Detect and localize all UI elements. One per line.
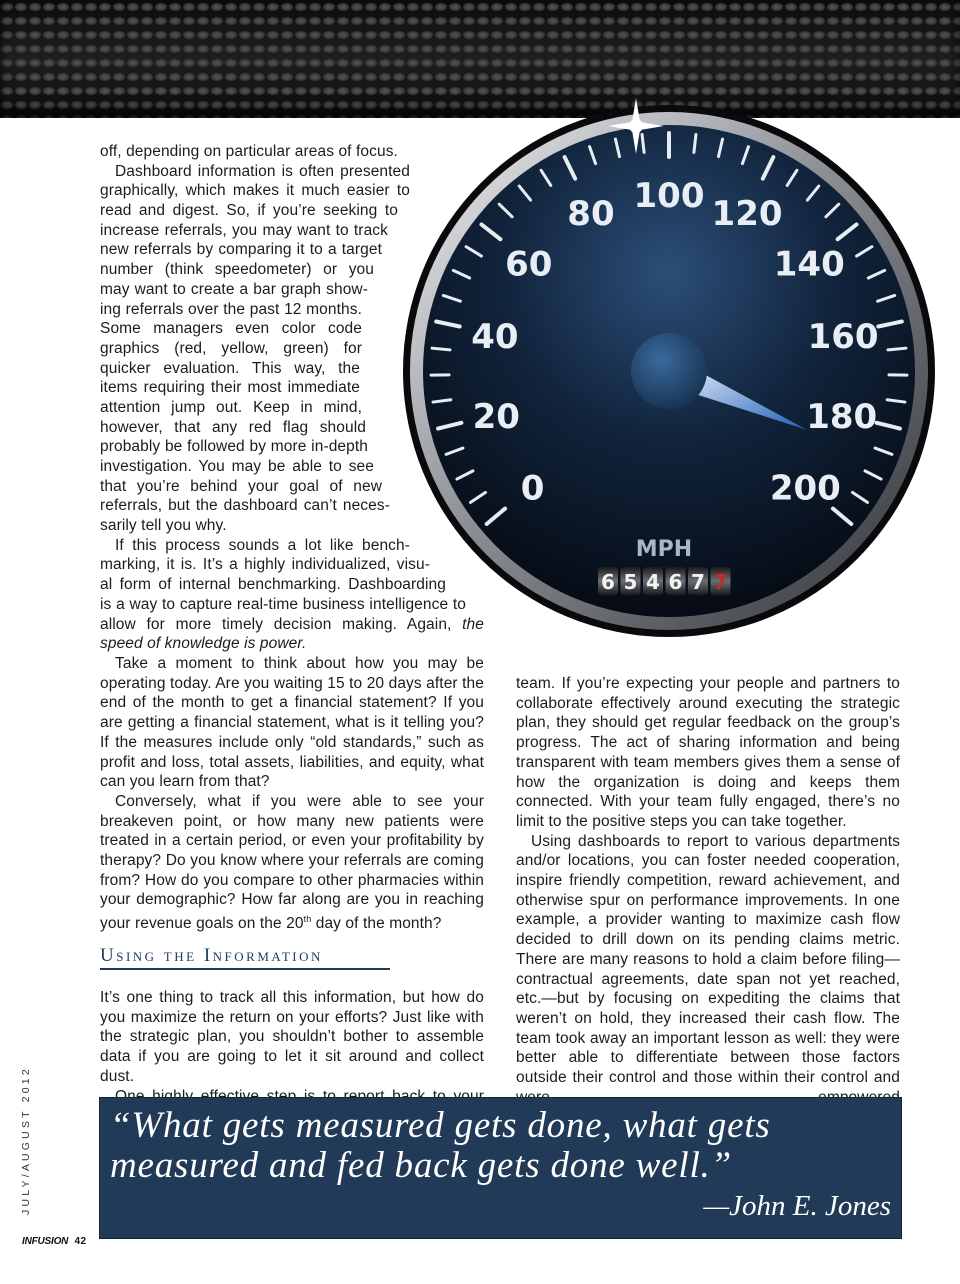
page-number: 42 <box>74 1236 87 1247</box>
text-line-content: allow for more timely decision making. Again, <box>100 615 452 633</box>
odometer-digit: 6 <box>601 570 615 594</box>
magazine-logo: INFUSION <box>22 1236 69 1247</box>
text-line-content: quicker evaluation. This way, the <box>100 359 360 377</box>
text-line-content: new referrals by comparing it to a target <box>100 241 382 259</box>
text-line-content: investigation. You may be able to see <box>100 458 374 475</box>
text-line-content: off, depending on particular areas of focus. <box>100 143 398 160</box>
text-line-content: probably be followed by more in-depth <box>100 438 368 456</box>
text-line-content: ing referrals over the past 12 months. <box>100 300 362 318</box>
emphasis-text: the <box>451 615 484 633</box>
gauge-label: 60 <box>505 244 553 285</box>
paragraph-maximize-return: It’s one thing to track all this information, but how do you maximize the return on your efforts? Just like with the strategic plan, you shouldn’t bother to assemble data if you are going to let it sit around and collect dust. <box>100 989 484 1085</box>
odometer-digit: 7 <box>691 570 705 594</box>
gauge-label: 120 <box>711 194 783 235</box>
pull-quote-text: “What gets measured gets done, what gets measured and fed back gets done well.” <box>110 1105 771 1186</box>
odometer-digit: 6 <box>668 570 683 594</box>
minor-tick <box>888 348 906 350</box>
gauge-label: 40 <box>471 316 519 357</box>
odometer-digit: 4 <box>646 570 660 594</box>
text-line-content: speed of knowledge is power. <box>100 635 307 653</box>
issue-date: JULY/AUGUST 2012 <box>20 1066 32 1215</box>
paragraph-conversely-end: day of the month? <box>311 915 442 933</box>
gauge-hub <box>631 333 707 409</box>
gauge-label: 80 <box>567 194 615 235</box>
section-heading: Using the Information <box>100 945 390 970</box>
text-line-content: attention jump out. Keep in mind, <box>100 398 362 416</box>
text-line-content: items requiring their most immediate <box>100 379 360 397</box>
odometer-digit: 5 <box>623 570 638 594</box>
minor-tick <box>642 135 644 153</box>
text-line-content: graphically, which makes it much easier to <box>100 182 410 200</box>
gauge-label: 160 <box>807 316 879 357</box>
gauge-label: 0 <box>520 468 545 509</box>
gauge-label: 180 <box>806 397 878 438</box>
text-line-content: graphics (red, yellow, green) for <box>100 339 362 357</box>
paragraph-operating-today: Take a moment to think about how you may be operating today. Are you waiting 15 to 20 days after the end of the month to get a financial statement? If you are getting a financial statement, what is it telling you? If the measures include only “old standards,” such as profit and loss, total assets, liabilities, and equity, what can you learn from that? <box>100 655 484 791</box>
text-line-content: that you’re behind your goal of new <box>100 477 382 495</box>
minor-tick <box>432 348 450 350</box>
text-line-content: If this process sounds a lot like bench- <box>115 536 410 554</box>
text-line-content: read and digest. So, if you’re seeking to <box>100 202 398 220</box>
minor-tick <box>694 135 696 153</box>
text-line-content: referrals, but the dashboard can’t neces- <box>100 497 390 515</box>
odometer-digit: 7 <box>713 570 728 594</box>
pull-quote-author: —John E. Jones <box>703 1190 891 1222</box>
text-line-content: may want to create a bar graph show- <box>100 280 368 298</box>
gauge-label: 200 <box>769 468 841 509</box>
gauge-label: 20 <box>472 397 520 438</box>
text-line-content: marking, it is. It’s a highly individualized, visu- <box>100 556 430 574</box>
text-line-content: increase referrals, you may want to track <box>100 221 388 239</box>
gauge-label: 100 <box>633 176 705 216</box>
text-line-content: Dashboard information is often presented <box>115 162 410 180</box>
text-line-content: number (think speedometer) or you <box>100 261 374 279</box>
text-line-content: Some managers even color code <box>100 320 362 338</box>
paragraph-conversely-text: Conversely, what if you were able to see your breakeven point, or how many new patients were treated in a certain period, or even your profitability by therapy? Do you know where your referrals are coming from? How do you compare to other pharmacies within your demographic? How far along are you in reaching your revenue goals on the 20 <box>100 792 484 933</box>
superscript-th: th <box>303 914 312 925</box>
text-line-content: al form of internal benchmarking. Dashboarding <box>100 576 446 594</box>
paragraph-using-dashboards: Using dashboards to report to various departments and/or locations, you can foster needed cooperation, inspire friendly competition, reward achievement, and otherwise spur on performance improvements. In one example, a provider wanting to maximize cash flow decided to drill down on its pending claims metric. There are many reasons to hold a claim before filing—contractual agreements, date span not yet reached, etc.—but by focusing on expediting the claims that weren’t on hold, they increased their cash flow. The team took away an important lesson as well: they were better able to differentiate between those factors outside their control and those within their control and <box>516 832 900 1087</box>
text-line-content: sarily tell you why. <box>100 517 227 535</box>
gauge-label: 140 <box>773 244 845 285</box>
text-line-content: is a way to capture real-time business intelligence to <box>100 595 466 613</box>
text-line-content: however, that any red flag should <box>100 418 366 436</box>
gauge-unit-label: MPH <box>635 537 693 562</box>
paragraph-team: team. If you’re expecting your people and partners to collaborate effectively around executing the strategic plan, they should get regular feedback on the group’s progress. The act of sharing information and being transparent with team members gives them a sense of how the organization is doing and keeps them connected. With your team fully engaged, there’s no limit to the positive steps you can take together. <box>516 675 900 830</box>
